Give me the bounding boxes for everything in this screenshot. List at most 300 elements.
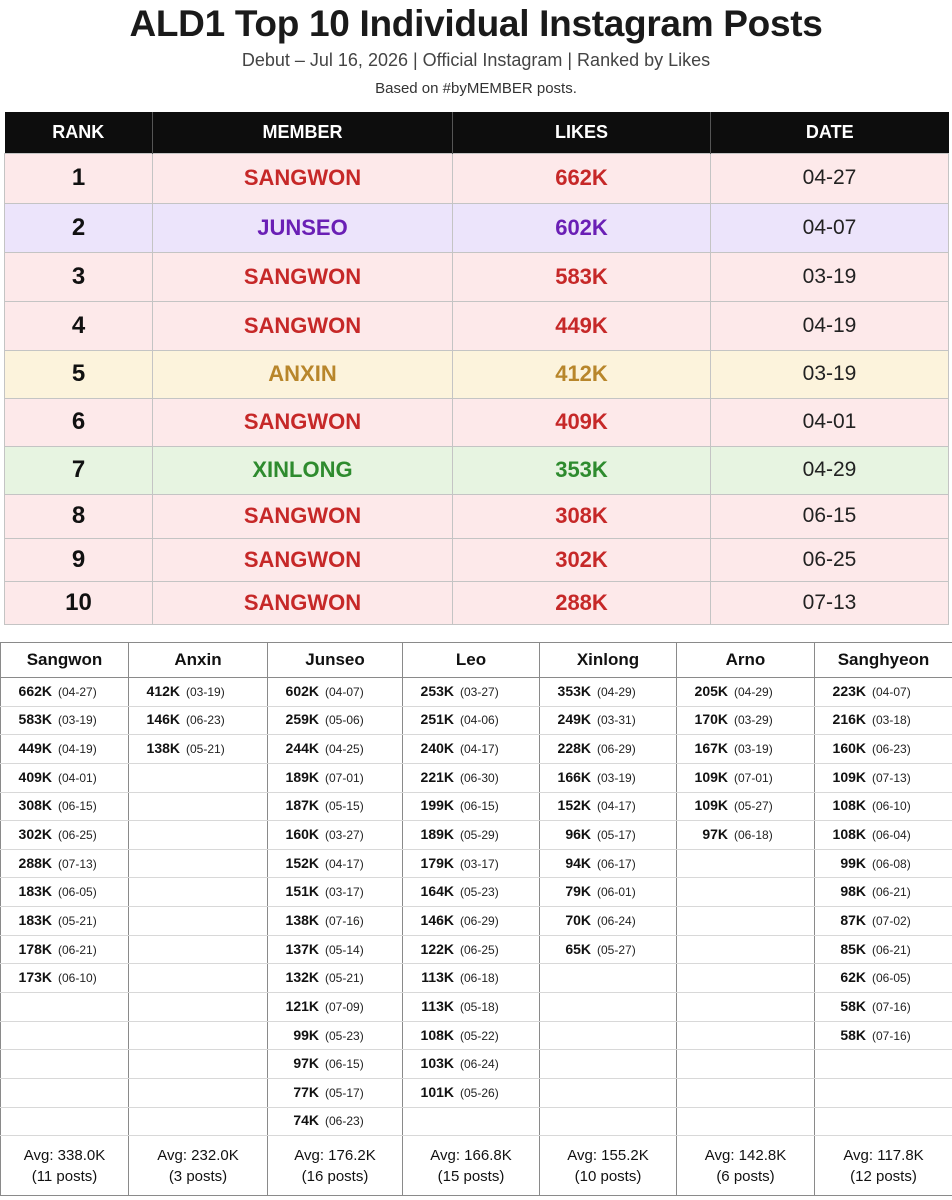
post-date: (06-23) [872, 742, 911, 757]
date-cell: 06-15 [711, 494, 949, 538]
post-date: (05-14) [325, 942, 364, 957]
post-cell [677, 907, 815, 936]
likes-cell: 409K [453, 398, 711, 446]
post-likes: 94K [565, 854, 591, 871]
member-cell: SANGWON [153, 538, 453, 581]
post-likes: 170K [694, 711, 728, 728]
post-cell [268, 1021, 403, 1050]
post-cell [677, 678, 815, 707]
post-date: (06-10) [872, 799, 911, 814]
post-likes: 152K [557, 797, 591, 814]
post-date: (07-16) [325, 913, 364, 928]
post-date: (03-17) [325, 885, 364, 900]
post-date: (06-23) [186, 713, 225, 728]
post-cell [1, 792, 129, 821]
post-cell [815, 878, 952, 907]
member-post-row [1, 678, 952, 707]
post-cell [815, 763, 952, 792]
post-likes: 138K [285, 911, 319, 928]
post-cell [403, 1021, 540, 1050]
post-date: (05-17) [597, 828, 636, 843]
post-date: (03-17) [460, 856, 499, 871]
post-likes: 189K [285, 768, 319, 785]
post-cell [1, 1021, 129, 1050]
post-cell [129, 792, 268, 821]
post-cell [1, 678, 129, 707]
post-date: (03-27) [325, 828, 364, 843]
post-date: (04-06) [460, 713, 499, 728]
post-cell [129, 821, 268, 850]
post-cell [540, 821, 677, 850]
average-likes: Avg: 155.2K [567, 1146, 649, 1164]
post-cell [540, 849, 677, 878]
post-cell [677, 763, 815, 792]
member-column-header: Sangwon [1, 643, 129, 678]
member-cell: SANGWON [153, 581, 453, 624]
member-cell: ANXIN [153, 350, 453, 398]
post-date: (06-10) [58, 971, 97, 986]
post-date: (05-17) [325, 1085, 364, 1100]
post-cell [268, 993, 403, 1022]
post-cell [540, 907, 677, 936]
post-cell [540, 1021, 677, 1050]
member-column-header: Sanghyeon [815, 643, 952, 678]
post-date: (06-30) [460, 770, 499, 785]
average-cell [268, 1136, 403, 1196]
post-date: (06-24) [597, 913, 636, 928]
post-count: (16 posts) [301, 1167, 369, 1185]
member-post-row [1, 964, 952, 993]
page-subtitle: Debut – Jul 16, 2026 | Official Instagram | Ranked by Likes [241, 50, 711, 70]
post-likes: 113K [421, 997, 454, 1014]
post-date: (04-01) [58, 770, 97, 785]
post-cell [815, 821, 952, 850]
post-cell [677, 792, 815, 821]
post-cell [129, 907, 268, 936]
post-likes: 122K [420, 940, 454, 957]
post-likes: 353K [557, 682, 591, 699]
post-likes: 62K [840, 969, 866, 986]
post-likes: 108K [832, 826, 866, 843]
post-date: (04-25) [325, 742, 364, 757]
likes-cell: 412K [453, 350, 711, 398]
post-likes: 166K [557, 768, 591, 785]
member-cell: SANGWON [153, 252, 453, 301]
rank-cell: 6 [5, 398, 153, 446]
post-likes: 87K [840, 911, 866, 928]
date-cell: 03-19 [711, 252, 949, 301]
post-likes: 160K [832, 740, 866, 757]
member-average-row [1, 1136, 952, 1196]
date-cell: 06-25 [711, 538, 949, 581]
top10-table [4, 112, 949, 625]
post-cell [268, 935, 403, 964]
post-date: (06-15) [460, 799, 499, 814]
post-count: (10 posts) [574, 1167, 642, 1185]
post-likes: 178K [18, 940, 52, 957]
post-cell [677, 706, 815, 735]
post-likes: 167K [694, 740, 728, 757]
average-likes: Avg: 176.2K [294, 1146, 376, 1164]
post-cell [540, 1078, 677, 1107]
date-cell: 04-01 [711, 398, 949, 446]
post-date: (07-16) [872, 1028, 911, 1043]
post-likes: 70K [565, 911, 591, 928]
post-date: (04-17) [597, 799, 636, 814]
post-cell [403, 964, 540, 993]
post-cell [677, 1021, 815, 1050]
post-cell [268, 792, 403, 821]
post-likes: 138K [146, 740, 180, 757]
post-cell [403, 849, 540, 878]
post-cell [1, 1078, 129, 1107]
post-count: (11 posts) [31, 1167, 98, 1185]
post-date: (05-06) [325, 713, 364, 728]
post-cell [1, 993, 129, 1022]
post-likes: 259K [285, 711, 319, 728]
top10-row [5, 301, 949, 350]
post-cell [677, 735, 815, 764]
post-likes: 79K [565, 883, 591, 900]
post-likes: 302K [18, 826, 52, 843]
post-likes: 164K [420, 883, 454, 900]
post-likes: 132K [285, 969, 319, 986]
average-cell [815, 1136, 952, 1196]
top10-row [5, 203, 949, 252]
post-cell [129, 678, 268, 707]
post-date: (05-21) [325, 971, 364, 986]
member-post-row [1, 878, 952, 907]
rank-cell: 9 [5, 538, 153, 581]
post-likes: 65K [565, 940, 591, 957]
average-cell [129, 1136, 268, 1196]
post-cell [540, 1050, 677, 1079]
post-likes: 409K [18, 768, 52, 785]
post-likes: 251K [420, 711, 454, 728]
page-note: Based on #byMEMBER posts. [375, 80, 577, 97]
post-cell [815, 678, 952, 707]
post-date: (04-17) [460, 742, 499, 757]
top10-row [5, 350, 949, 398]
post-likes: 662K [18, 682, 52, 699]
post-likes: 583K [18, 711, 52, 728]
member-post-row [1, 849, 952, 878]
post-likes: 249K [557, 711, 591, 728]
post-cell [677, 1078, 815, 1107]
post-cell [815, 706, 952, 735]
post-cell [1, 964, 129, 993]
post-cell [129, 849, 268, 878]
post-date: (04-07) [325, 684, 364, 699]
post-likes: 97K [702, 826, 728, 843]
member-cell: SANGWON [153, 301, 453, 350]
likes-cell: 662K [453, 153, 711, 203]
date-cell: 04-19 [711, 301, 949, 350]
date-cell: 04-07 [711, 203, 949, 252]
likes-cell: 288K [453, 581, 711, 624]
post-likes: 288K [18, 854, 52, 871]
member-cell: SANGWON [153, 398, 453, 446]
post-likes: 412K [146, 682, 180, 699]
post-cell [129, 1050, 268, 1079]
post-date: (07-09) [325, 999, 364, 1014]
rank-cell: 5 [5, 350, 153, 398]
post-cell [540, 964, 677, 993]
post-cell [403, 878, 540, 907]
post-cell [403, 1107, 540, 1136]
post-likes: 223K [832, 682, 866, 699]
post-date: (04-27) [58, 684, 97, 699]
post-date: (06-15) [325, 1057, 364, 1072]
member-post-row [1, 1021, 952, 1050]
post-likes: 58K [840, 997, 866, 1014]
member-column-header: Anxin [129, 643, 268, 678]
post-cell [129, 878, 268, 907]
post-likes: 160K [285, 826, 319, 843]
top10-row [5, 494, 949, 538]
post-cell [677, 964, 815, 993]
post-cell [1, 878, 129, 907]
post-cell [268, 878, 403, 907]
post-likes: 221K [420, 768, 454, 785]
post-likes: 179K [420, 854, 454, 871]
post-likes: 152K [285, 854, 319, 871]
post-likes: 99K [293, 1026, 319, 1043]
member-header-row [1, 643, 952, 678]
post-cell [403, 763, 540, 792]
post-cell [815, 935, 952, 964]
post-date: (03-19) [186, 684, 225, 699]
post-likes: 146K [420, 911, 454, 928]
post-date: (06-25) [460, 942, 499, 957]
post-cell [268, 735, 403, 764]
rank-cell: 1 [5, 153, 153, 203]
column-header-rank: RANK [5, 112, 153, 153]
post-cell [1, 706, 129, 735]
post-likes: 308K [18, 797, 52, 814]
post-cell [129, 763, 268, 792]
average-cell [403, 1136, 540, 1196]
post-date: (06-05) [872, 971, 911, 986]
member-column-header: Xinlong [540, 643, 677, 678]
post-cell [815, 1078, 952, 1107]
average-likes: Avg: 166.8K [430, 1146, 512, 1164]
date-cell: 04-27 [711, 153, 949, 203]
post-likes: 113K [421, 969, 454, 986]
post-date: (03-27) [460, 684, 499, 699]
post-cell [540, 678, 677, 707]
post-date: (04-19) [58, 742, 97, 757]
post-likes: 244K [285, 740, 319, 757]
post-count: (15 posts) [437, 1167, 505, 1185]
post-date: (05-29) [460, 828, 499, 843]
post-cell [540, 706, 677, 735]
member-cell: SANGWON [153, 153, 453, 203]
post-cell [129, 735, 268, 764]
post-date: (03-31) [597, 713, 636, 728]
post-cell [129, 706, 268, 735]
member-cell: SANGWON [153, 494, 453, 538]
post-cell [815, 964, 952, 993]
post-cell [540, 792, 677, 821]
likes-cell: 583K [453, 252, 711, 301]
post-likes: 187K [285, 797, 319, 814]
rank-cell: 7 [5, 446, 153, 494]
post-cell [540, 935, 677, 964]
likes-cell: 302K [453, 538, 711, 581]
post-cell [403, 792, 540, 821]
date-cell: 07-13 [711, 581, 949, 624]
post-cell [268, 1107, 403, 1136]
column-header-likes: LIKES [453, 112, 711, 153]
post-cell [129, 1107, 268, 1136]
post-cell [268, 678, 403, 707]
post-cell [540, 763, 677, 792]
rank-cell: 2 [5, 203, 153, 252]
average-likes: Avg: 232.0K [157, 1146, 239, 1164]
post-likes: 602K [285, 682, 319, 699]
post-date: (03-29) [734, 713, 773, 728]
post-date: (04-07) [872, 684, 911, 699]
member-posts-table [0, 642, 952, 1196]
member-post-row [1, 1050, 952, 1079]
post-date: (05-26) [460, 1085, 499, 1100]
post-date: (06-04) [872, 828, 911, 843]
post-date: (06-18) [734, 828, 773, 843]
post-date: (06-24) [460, 1057, 499, 1072]
post-cell [403, 735, 540, 764]
date-cell: 04-29 [711, 446, 949, 494]
average-cell [1, 1136, 129, 1196]
average-cell [677, 1136, 815, 1196]
top10-header-row [5, 112, 949, 153]
post-date: (06-08) [872, 856, 911, 871]
post-likes: 103K [420, 1055, 454, 1072]
post-likes: 109K [832, 768, 866, 785]
post-cell [815, 907, 952, 936]
post-date: (05-21) [58, 913, 97, 928]
post-date: (03-19) [734, 742, 773, 757]
average-cell [540, 1136, 677, 1196]
post-cell [677, 821, 815, 850]
post-date: (06-29) [597, 742, 636, 757]
member-post-row [1, 907, 952, 936]
column-header-member: MEMBER [153, 112, 453, 153]
post-cell [129, 964, 268, 993]
post-cell [268, 1050, 403, 1079]
post-date: (06-15) [58, 799, 97, 814]
column-header-date: DATE [711, 112, 949, 153]
post-likes: 449K [18, 740, 52, 757]
post-likes: 96K [565, 826, 591, 843]
post-likes: 183K [18, 883, 52, 900]
post-likes: 151K [285, 883, 319, 900]
post-likes: 109K [694, 797, 728, 814]
top10-row [5, 446, 949, 494]
post-cell [1, 935, 129, 964]
post-date: (06-21) [872, 885, 911, 900]
post-date: (05-23) [325, 1028, 364, 1043]
post-cell [403, 706, 540, 735]
post-date: (04-29) [597, 684, 636, 699]
header [0, 0, 952, 99]
post-date: (06-18) [460, 971, 499, 986]
member-post-row [1, 1107, 952, 1136]
post-cell [403, 821, 540, 850]
post-cell [540, 993, 677, 1022]
post-likes: 228K [557, 740, 591, 757]
post-likes: 77K [293, 1083, 319, 1100]
post-date: (06-23) [325, 1114, 364, 1129]
post-date: (03-18) [872, 713, 911, 728]
post-cell [815, 993, 952, 1022]
post-likes: 137K [285, 940, 319, 957]
top10-row [5, 252, 949, 301]
member-post-row [1, 763, 952, 792]
post-cell [268, 706, 403, 735]
member-post-row [1, 706, 952, 735]
post-likes: 109K [694, 768, 728, 785]
member-post-row [1, 993, 952, 1022]
post-cell [540, 735, 677, 764]
post-date: (07-01) [734, 770, 773, 785]
post-date: (06-21) [872, 942, 911, 957]
post-cell [1, 849, 129, 878]
top10-row [5, 398, 949, 446]
post-date: (05-22) [460, 1028, 499, 1043]
post-cell [677, 1107, 815, 1136]
post-likes: 121K [285, 997, 319, 1014]
post-cell [677, 1050, 815, 1079]
post-cell [268, 907, 403, 936]
post-date: (06-25) [58, 828, 97, 843]
post-cell [1, 735, 129, 764]
post-cell [1, 763, 129, 792]
post-count: (12 posts) [850, 1167, 917, 1185]
post-cell [403, 1050, 540, 1079]
post-cell [403, 993, 540, 1022]
post-cell [129, 1021, 268, 1050]
post-date: (07-01) [325, 770, 364, 785]
post-date: (07-02) [872, 913, 911, 928]
post-cell [129, 993, 268, 1022]
member-cell: XINLONG [153, 446, 453, 494]
post-cell [540, 1107, 677, 1136]
post-date: (06-29) [460, 913, 499, 928]
post-date: (03-19) [597, 770, 636, 785]
member-post-row [1, 935, 952, 964]
post-cell [268, 1078, 403, 1107]
post-cell [403, 935, 540, 964]
post-cell [403, 907, 540, 936]
post-likes: 253K [420, 682, 454, 699]
post-cell [268, 763, 403, 792]
post-cell [815, 1021, 952, 1050]
post-cell [677, 993, 815, 1022]
post-date: (05-27) [597, 942, 636, 957]
member-post-row [1, 735, 952, 764]
post-date: (05-15) [325, 799, 364, 814]
top10-row [5, 581, 949, 624]
average-likes: Avg: 142.8K [704, 1146, 787, 1164]
likes-cell: 353K [453, 446, 711, 494]
post-date: (05-18) [460, 999, 499, 1014]
top10-row [5, 538, 949, 581]
post-cell [268, 964, 403, 993]
post-cell [815, 792, 952, 821]
top10-row [5, 153, 949, 203]
post-likes: 216K [832, 711, 866, 728]
